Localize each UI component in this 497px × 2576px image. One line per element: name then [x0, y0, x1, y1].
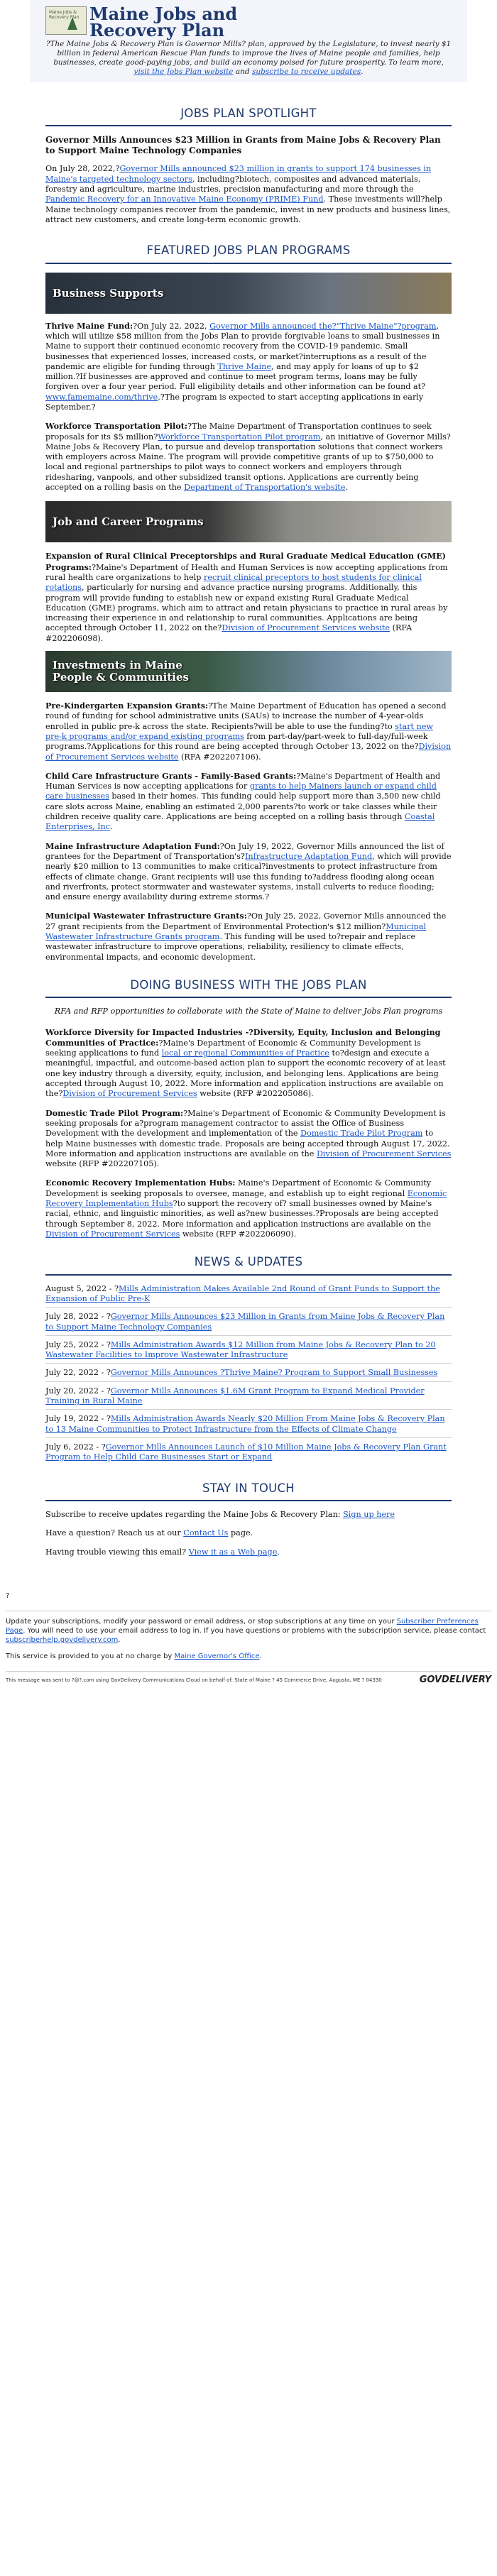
- spotlight-heading: JOBS PLAN SPOTLIGHT: [180, 106, 317, 120]
- text: , which will provide nearly $20 million to 13 communities to make critical?investments to protect infrastructure from effects of climate change. Grant recipients will use this funding to?address flooding along ocean and riverfronts, protect stormwater and wastewater systems, install culverts to reduce flooding; and ensure energy availability during extreme storms.?: [45, 851, 452, 902]
- sent-to-text: This message was sent to ?@?.com using GovDelivery Communications Cloud on behalf of: State of Maine ? 45 Commerce Drive, Augusta, ME ? 04330: [6, 1677, 382, 1683]
- news-link[interactable]: Governor Mills Announces $23 Million in Grants from Maine Jobs & Recovery Plan to Support Maine Technology Companies: [45, 1312, 445, 1332]
- text: to help Maine businesses with domestic trade. Proposals are being accepted through August 17, 2022. More information and application instructions are available on the: [45, 1129, 450, 1158]
- footer-service-text: [6, 1652, 491, 1661]
- job-career-section: [30, 542, 467, 644]
- banner-line-2: People & Communities: [53, 671, 189, 684]
- text: ?Maine's Department of Health and Human Services is now accepting applications from rural health care organizations to help: [45, 562, 448, 582]
- news-link[interactable]: Mills Administration Awards $12 Million from Maine Jobs & Recovery Plan to 20 Wastewater Facilities to Improve Wastewater Infrastructure: [45, 1339, 436, 1360]
- logo-text: Maine Jobs & Recovery Plan: [49, 10, 80, 20]
- text: ?The Maine Department of Education has opened a second round of funding for school administrative units (SAUs) to increase the number of 4-year-olds enrolled in public pre-k across the state. Recipients?will be able to use the funding?to: [45, 701, 447, 731]
- logo-image: [45, 6, 87, 35]
- text: ?The Maine Department of Transportation continues to seek proposals for its $5 million?: [45, 422, 432, 442]
- dot-website-link[interactable]: Department of Transportation's website: [184, 483, 346, 493]
- banner-label: [53, 659, 189, 684]
- text: .?The program is expected to start accepting applications in early September.?: [45, 392, 424, 412]
- item-title: Domestic Trade Pilot Program:: [45, 1107, 184, 1118]
- job-career-banner: [45, 501, 452, 542]
- coastal-enterprises-link[interactable]: Coastal Enterprises, Inc: [45, 812, 435, 832]
- support-link[interactable]: subscriberhelp.govdelivery.com: [6, 1635, 119, 1644]
- text: page.: [230, 1528, 253, 1538]
- tech-grants-link[interactable]: Governor Mills announced $23 million in grants to support 174 businesses in Maine's targeted technology sectors: [45, 164, 432, 184]
- item-title: Municipal Wastewater Infrastructure Grants:: [45, 911, 247, 921]
- business-section: [30, 998, 467, 1239]
- footer-question-mark: ?: [6, 1591, 10, 1600]
- banner-label: Business Supports: [53, 286, 164, 300]
- news-item: [45, 1336, 452, 1364]
- text: ?Maine's Department of Health and Human Services is now accepting applications for: [45, 771, 441, 791]
- intro-and: and: [235, 67, 250, 76]
- childcare-item: [45, 771, 452, 833]
- famemaine-link[interactable]: www.famemaine.com/thrive: [45, 392, 158, 402]
- title-line-1: Maine Jobs and: [89, 4, 238, 24]
- adaptation-fund-item: [45, 841, 452, 903]
- subscriber-preferences-link[interactable]: Subscriber Preferences Page: [6, 1617, 479, 1635]
- text: Having trouble viewing this email?: [45, 1547, 187, 1557]
- childcare-grants-link[interactable]: grants to help Mainers launch or expand child care businesses: [45, 782, 437, 801]
- pine-tree-icon: [67, 17, 77, 30]
- news-list: [30, 1276, 467, 1466]
- intro-end: .: [361, 67, 364, 76]
- text: Maine's Department of Economic & Community Development is seeking proposals to oversee, manage, and establish up to eight regional: [45, 1178, 432, 1198]
- contact-us-link[interactable]: Contact Us: [183, 1528, 229, 1538]
- wastewater-item: [45, 911, 452, 962]
- communities-practice-link[interactable]: local or regional Communities of Practice: [161, 1048, 329, 1058]
- item-title: Pre-Kindergarten Expansion Grants:: [45, 701, 209, 711]
- investments-banner: [45, 651, 452, 692]
- investments-section: [30, 692, 467, 963]
- news-item: [45, 1280, 452, 1308]
- news-link[interactable]: Governor Mills Announces ?Thrive Maine? Program to Support Small Businesses: [110, 1368, 438, 1378]
- text: , an initiative of Governor Mills? Maine Jobs & Recovery Plan, to pursue and develop transportation solutions that connect workers with employers across Maine. The program will provide competitive grants of up to $750,000 to local and regional partnerships to pilot ways to connect workers and employers through ridesharing, vanpools, and other subsidized transit options. Applications are currently being accepted on a rolling basis on the: [45, 432, 451, 493]
- spotlight-section: [30, 126, 467, 225]
- text: (RFA #202207106).: [178, 752, 261, 762]
- news-link[interactable]: Mills Administration Makes Available 2nd Round of Grant Funds to Support the Expansion of Public Pre-K: [45, 1283, 440, 1303]
- item-title: Thrive Maine Fund:: [45, 320, 133, 331]
- jobs-plan-website-link[interactable]: visit the Jobs Plan website: [133, 67, 234, 76]
- question-line: [45, 1528, 452, 1538]
- footer-subscription-text: [6, 1617, 491, 1645]
- thrive-maine-item: [45, 321, 452, 413]
- stay-heading: STAY IN TOUCH: [202, 1481, 295, 1495]
- subscribe-updates-link[interactable]: subscribe to receive updates: [251, 67, 361, 76]
- text: Subscribe to receive updates regarding the Maine Jobs & Recovery Plan:: [45, 1509, 341, 1519]
- text: On July 28, 2022,?: [45, 164, 120, 174]
- banner-line-1: Investments in Maine: [53, 659, 182, 672]
- news-item: [45, 1438, 452, 1466]
- thrive-announce-link[interactable]: Governor Mills announced the?"Thrive Maine"?program: [209, 321, 437, 331]
- news-link[interactable]: Mills Administration Awards Nearly $20 Million From Maine Jobs & Recovery Plan to 13 Maine Communities to Protect Infrastructure from the Effects of Climate Change: [45, 1414, 445, 1434]
- web-page-link[interactable]: View it as a Web page: [188, 1547, 278, 1557]
- text: . This funding will be used to?repair and replace wastewater infrastructure to improve operations, reliability, resiliency to climate effects, environmental impacts, and economic development.: [45, 931, 416, 962]
- procurement-link[interactable]: Division of Procurement Services website: [45, 742, 452, 762]
- news-item: [45, 1364, 452, 1381]
- govdelivery-logo[interactable]: GOVDELIVERY: [419, 1674, 491, 1685]
- business-heading: DOING BUSINESS WITH THE JOBS PLAN: [130, 977, 367, 992]
- news-link[interactable]: Governor Mills Announces $1.6M Grant Program to Expand Medical Provider Training in Rural Maine: [45, 1386, 425, 1406]
- text: Have a question? Reach us at our: [45, 1528, 181, 1538]
- transport-pilot-link[interactable]: Workforce Transportation Pilot program: [158, 432, 321, 442]
- text: ?Maine's Department of Economic & Community Development is seeking applications to fund: [45, 1038, 421, 1058]
- text: website (RFP #202207105).: [45, 1159, 160, 1169]
- logo: [45, 6, 87, 35]
- footer-bottom: [6, 1672, 491, 1687]
- text: ?On July 22, 2022,: [133, 321, 207, 331]
- text: Update your subscriptions, modify your password or email address, or stop subscriptions at any time on your: [6, 1617, 395, 1626]
- footer: [0, 1573, 497, 1687]
- prek-programs-link[interactable]: start new pre-k programs and/or expand existing programs: [45, 721, 434, 741]
- preceptors-link[interactable]: recruit clinical preceptors to host students for clinical rotations: [45, 572, 422, 593]
- trade-pilot-link[interactable]: Domestic Trade Pilot Program: [300, 1129, 423, 1139]
- procurement-link[interactable]: Division of Procurement Services: [45, 1229, 180, 1239]
- title-line-2: Recovery Plan: [89, 20, 225, 40]
- procurement-link[interactable]: Division of Procurement Services: [316, 1149, 452, 1158]
- spotlight-article-title: Governor Mills Announces $23 Million in Grants from Maine Jobs & Recovery Plan to Support Maine Technology Companies: [45, 135, 441, 156]
- text: based in their homes. This funding could help support more than 3,500 new child care slots across Maine, enabling an estimated 2,000 parents?to work or take classes while their children receive quality care. Applications are being accepted on a rolling basis through: [45, 791, 441, 822]
- intro-body: ?The Maine Jobs & Recovery Plan is Governor Mills? plan, approved by the Legislature, to invest nearly $1 billion in federal American Rescue Plan funds to improve the lives of Maine people and families, help businesses, create good-paying jobs, and build an economy poised for future prosperity. To learn more,: [45, 40, 452, 67]
- text: .: [118, 1635, 121, 1644]
- text: .: [277, 1547, 280, 1557]
- news-date: July 22, 2022 - ?: [45, 1368, 111, 1378]
- news-link[interactable]: Governor Mills Announces Launch of $10 Million Maine Jobs & Recovery Plan Grant Program to Help Child Care Businesses Start or Expand: [45, 1442, 447, 1462]
- workforce-transport-item: [45, 421, 452, 493]
- text: to?design and execute a meaningful, impactful, and outcome-based action plan to support the economic recovery of at least one key industry through a diversity, equity, inclusion, and belonging lens. Applications are being accepted through August 10, 2022. More information and application instructions are available on the?: [45, 1048, 446, 1099]
- business-supports-banner: [45, 273, 452, 314]
- text: ?to support the recovery of? small businesses owned by Maine's racial, ethnic, and linguistic minorities, as well as?new businesses.?Proposals are being accepted through September 8, 2022. More information and application instructions are available on the: [45, 1199, 439, 1229]
- text: (RFA #202206098).: [45, 623, 413, 643]
- text: .: [110, 822, 113, 832]
- prek-item: [45, 701, 452, 762]
- prime-fund-link[interactable]: Pandemic Recovery for an Innovative Maine Economy (PRIME) Fund: [45, 194, 324, 204]
- text: from part-day/part-week to full-day/full-week programs.?Applications for this round are being accepted through October 13, 2022 on the?: [45, 731, 428, 752]
- item-title: Workforce Transportation Pilot:: [45, 421, 188, 432]
- programs-heading: FEATURED JOBS PLAN PROGRAMS: [146, 243, 351, 258]
- item-title: Maine Infrastructure Adaptation Fund:: [45, 840, 220, 851]
- text: ?On July 25, 2022, Governor Mills announced the 27 grant recipients from the Department of Environmental Protection's $12 million?: [45, 911, 447, 931]
- procurement-link[interactable]: Division of Procurement Services website: [222, 623, 390, 633]
- item-title: Workforce Diversity for Impacted Industries -?Diversity, Equity, Inclusion and Belonging Communities of Practice:: [45, 1026, 441, 1048]
- banner-label: Job and Career Programs: [53, 515, 204, 529]
- thrive-maine-link[interactable]: Thrive Maine: [217, 361, 271, 371]
- stay-section: [30, 1501, 467, 1557]
- news-date: August 5, 2022 - ?: [45, 1283, 119, 1293]
- text: website (RFP #202205086).: [197, 1089, 314, 1099]
- procurement-link[interactable]: Division of Procurement Services: [62, 1089, 197, 1099]
- text: ?Maine's Department of Economic & Community Development is seeking proposals for a?program management contractor to assist the Office of Business Development with the development and implementation of the: [45, 1108, 446, 1139]
- text: .: [345, 483, 348, 493]
- text: , particularly for nursing and advance practice nursing programs. Additionally, this program will provide funding to establish new or expand existing Rural Graduate Medical Education (GME) programs, which aim to attract and retain physicians to practice in rural areas by increasing their experience in and relationship to rural communities. Applications are being accepted through October 11, 2022 on the?: [45, 583, 448, 633]
- header: [30, 0, 467, 82]
- news-item: [45, 1382, 452, 1410]
- text: , and may apply for loans of up to $2 million.?If businesses are approved and continue to meet program terms, loans may be fully forgiven over a four year period. Full eligibility details and other information can be found at?: [45, 361, 426, 392]
- text: , which will utilize $58 million from the Jobs Plan to provide forgivable loans to small businesses in Maine to support their continued economic recovery from the COVID-19 pandemic. Small businesses that experienced losses, increased costs, or market?interruptions as a result of the pandemic are eligible for funding through: [45, 321, 440, 371]
- governor-office-link[interactable]: Maine Governor's Office: [174, 1652, 260, 1660]
- news-item: [45, 1308, 452, 1336]
- news-heading: NEWS & UPDATES: [194, 1255, 303, 1269]
- trouble-line: [45, 1547, 452, 1557]
- sign-up-link[interactable]: Sign up here: [343, 1509, 395, 1519]
- text: . These investments will?help Maine technology companies recover from the pandemic, invest in new products and business lines, attract new customers, and create long-term economic growth.: [45, 194, 451, 224]
- text: ?On July 19, 2022, Governor Mills announced the list of grantees for the Department of Transportation's?: [45, 841, 444, 861]
- gme-item: [45, 551, 452, 644]
- item-title: Expansion of Rural Clinical Preceptorships and Rural Graduate Medical Education (GME) Programs:: [45, 551, 446, 572]
- recovery-hubs-link[interactable]: Economic Recovery Implementation Hubs: [45, 1188, 447, 1209]
- news-date: July 20, 2022 - ?: [45, 1386, 111, 1396]
- diversity-item: [45, 1027, 452, 1100]
- item-title: Child Care Infrastructure Grants - Family-Based Grants:: [45, 770, 297, 781]
- news-date: July 6, 2022 - ?: [45, 1442, 106, 1452]
- text: , including?biotech, composites and advanced materials, forestry and agriculture, marine industries, precision manufacturing and more through the: [45, 174, 421, 194]
- news-date: July 25, 2022 - ?: [45, 1339, 111, 1349]
- business-supports-section: [30, 314, 467, 493]
- text: .: [259, 1652, 262, 1660]
- text: . You will need to use your email address to log in. If you have questions or problems with the subscription service, please contact: [23, 1626, 486, 1635]
- newsletter: [30, 0, 467, 1573]
- wastewater-grants-link[interactable]: Municipal Wastewater Infrastructure Grants program: [45, 921, 426, 941]
- text: This service is provided to you at no charge by: [6, 1652, 173, 1660]
- trade-pilot-item: [45, 1108, 452, 1170]
- intro-text: [45, 40, 452, 77]
- hubs-item: [45, 1178, 452, 1239]
- business-subhead: RFA and RFP opportunities to collaborate with the State of Maine to deliver Jobs Plan programs: [54, 1007, 443, 1016]
- adaptation-fund-link[interactable]: Infrastructure Adaptation Fund: [244, 851, 373, 861]
- item-title: Economic Recovery Implementation Hubs:: [45, 1178, 236, 1188]
- newsletter-title: [89, 6, 237, 38]
- text: website (RFP #202206090).: [180, 1229, 297, 1239]
- subscribe-line: [45, 1510, 452, 1520]
- news-date: July 28, 2022 - ?: [45, 1312, 111, 1322]
- news-item: [45, 1410, 452, 1438]
- spotlight-paragraph: [45, 164, 452, 225]
- news-date: July 19, 2022 - ?: [45, 1414, 111, 1424]
